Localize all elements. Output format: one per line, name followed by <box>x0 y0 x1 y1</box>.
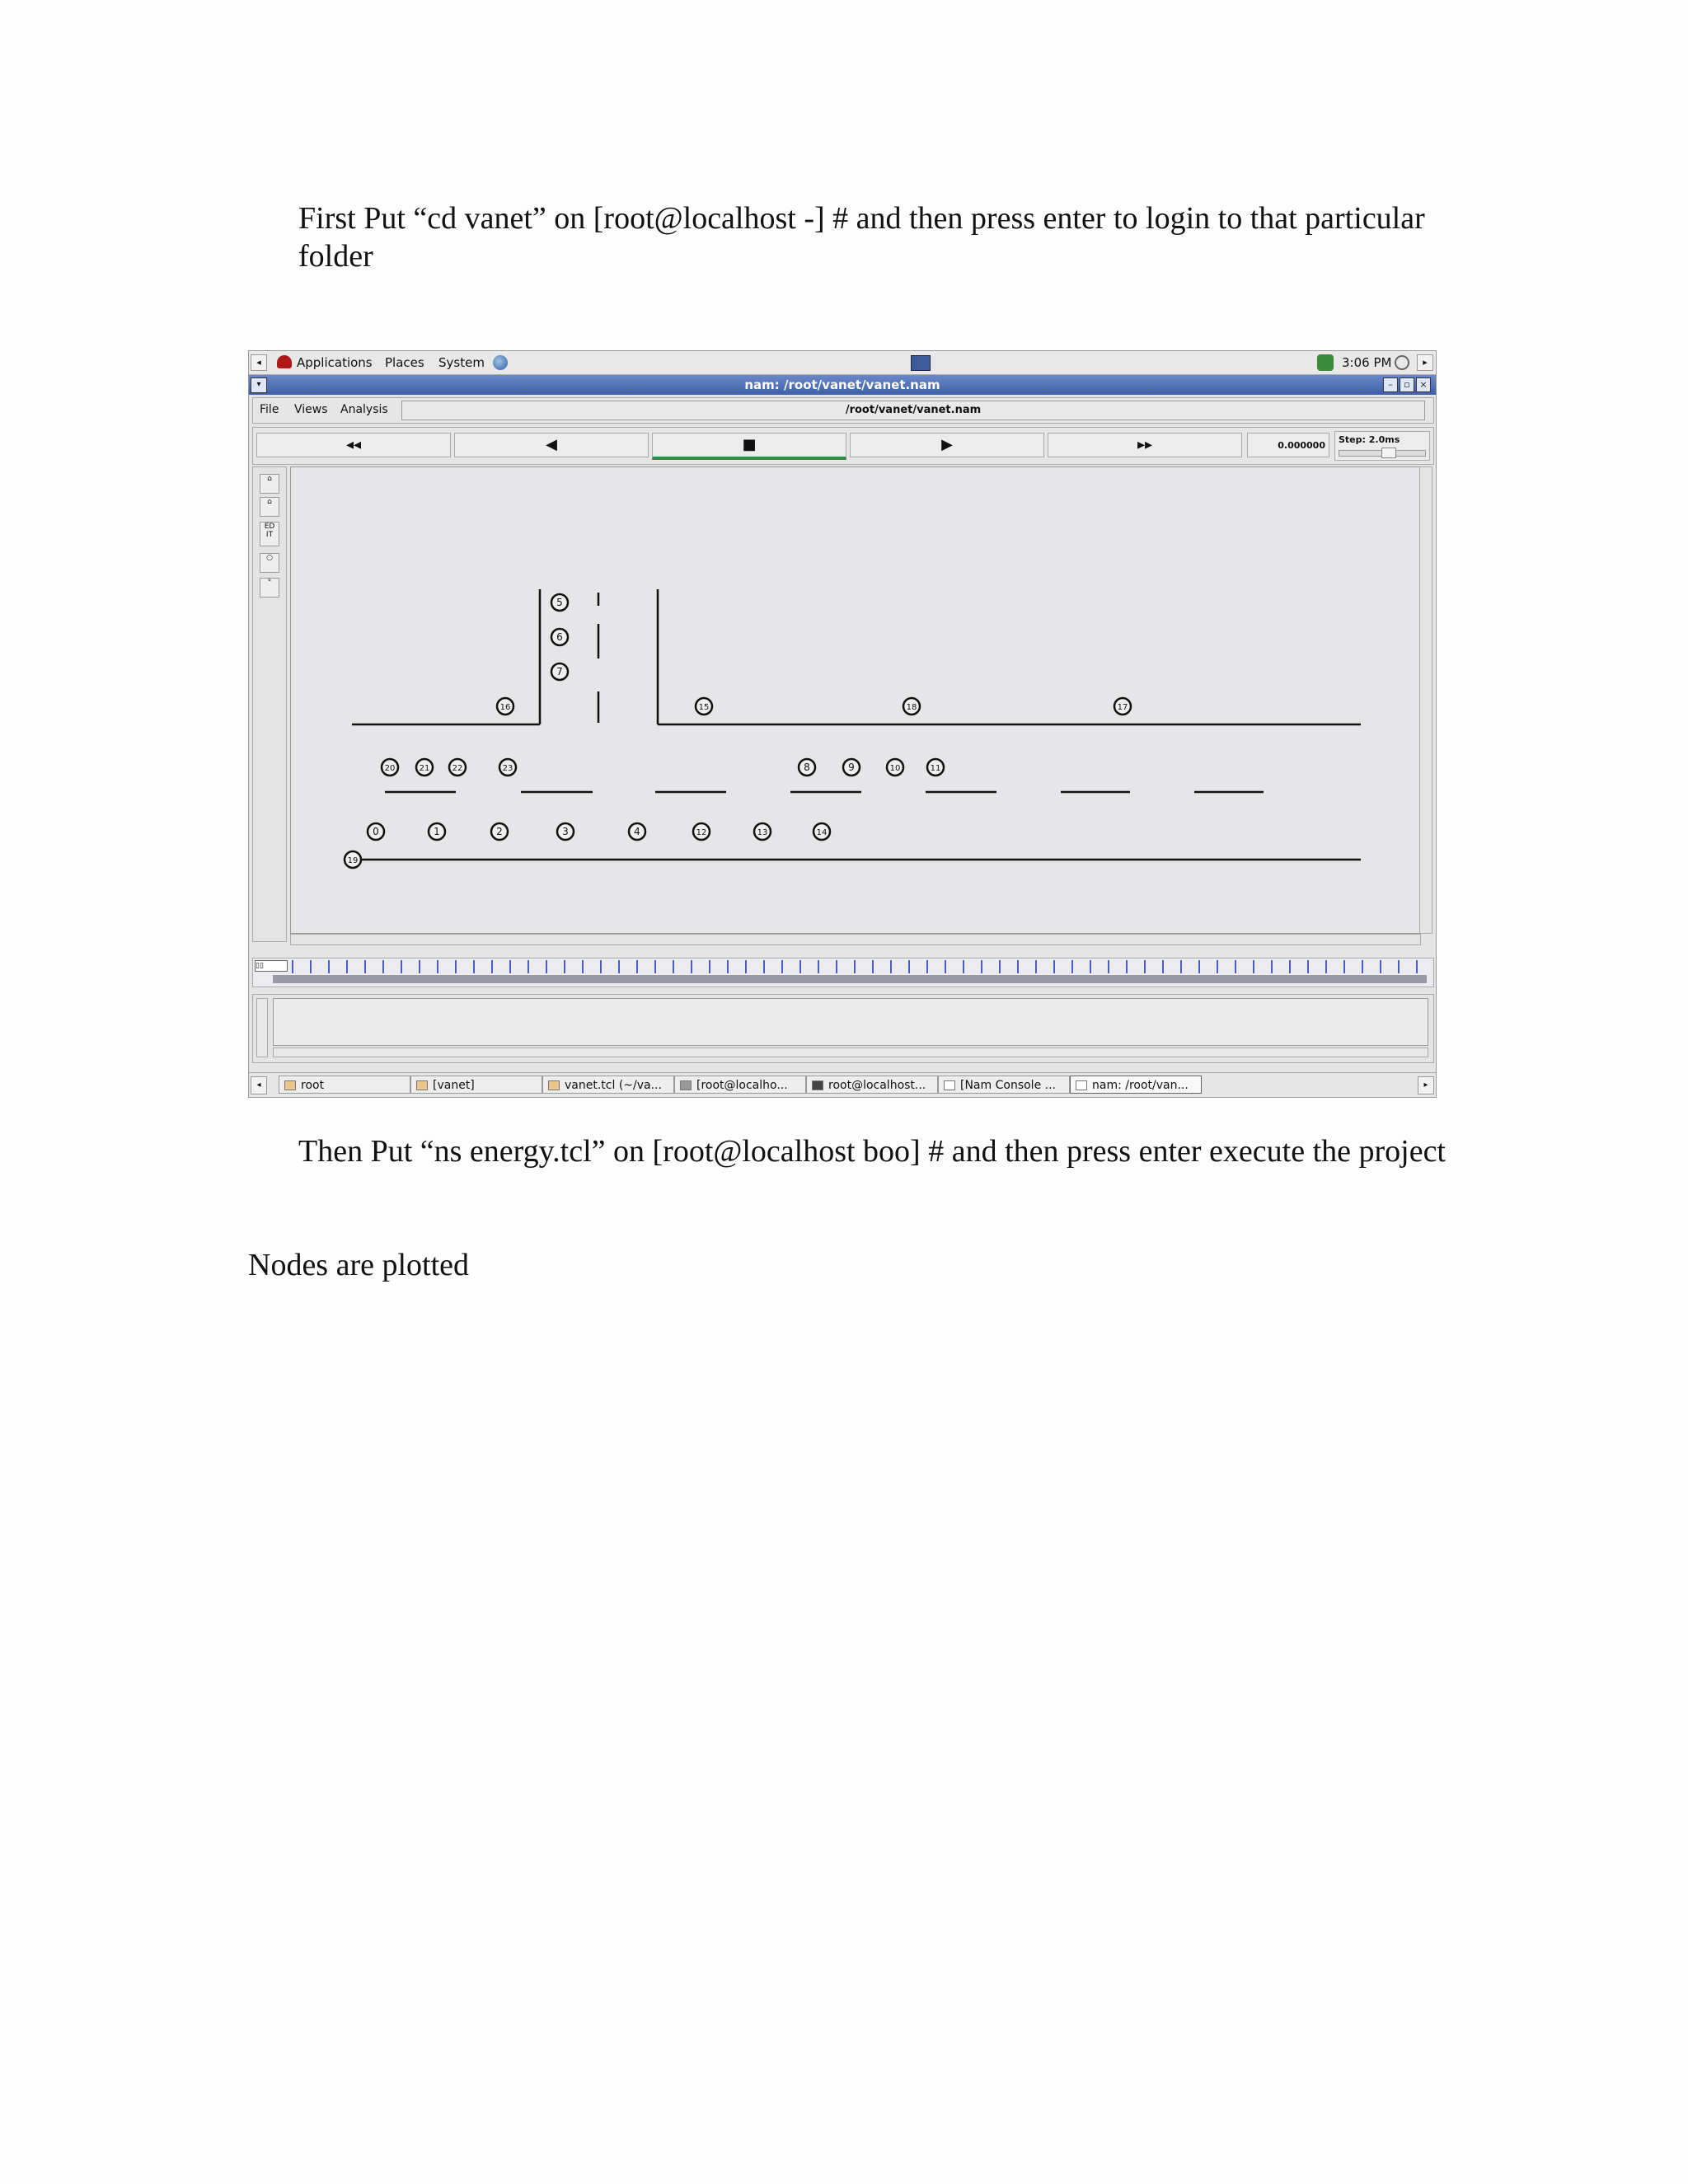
minimize-icon[interactable]: – <box>1383 377 1398 392</box>
step-label: Step: 2.0ms <box>1339 434 1400 445</box>
task-terminal-1[interactable] <box>674 1076 806 1094</box>
volume-icon[interactable] <box>1395 355 1409 370</box>
road-links <box>352 589 1361 860</box>
node-23[interactable] <box>499 759 516 776</box>
instruction-paragraph-2: Then Put “ns energy.tcl” on [root@localhost boo] # and then press enter execute the project <box>298 1134 1446 1169</box>
folder-icon <box>416 1080 428 1090</box>
node-11[interactable] <box>927 759 944 776</box>
node-8[interactable] <box>799 759 815 776</box>
bottom-taskbar <box>249 1072 1436 1098</box>
node-16[interactable] <box>497 698 513 715</box>
file-path-display: /root/vanet/vanet.nam <box>401 401 1425 420</box>
node-12[interactable] <box>693 823 710 840</box>
task-label: vanet.tcl (~/va... <box>565 1079 662 1092</box>
close-icon[interactable]: × <box>1416 377 1431 392</box>
task-terminal-2[interactable] <box>806 1076 938 1094</box>
node-label: 19 <box>347 856 359 865</box>
node-1[interactable] <box>429 823 445 840</box>
node-19[interactable] <box>345 851 361 868</box>
folder-icon <box>284 1080 296 1090</box>
taskbar-left-arrow-icon[interactable]: ◂ <box>251 1076 267 1094</box>
node-label: 0 <box>373 826 379 837</box>
canvas-vertical-scrollbar[interactable] <box>1419 466 1432 934</box>
task-root[interactable] <box>279 1076 410 1094</box>
maximize-icon[interactable]: ▫ <box>1400 377 1414 392</box>
node-label: 16 <box>499 703 511 712</box>
node-21[interactable] <box>416 759 433 776</box>
node-20[interactable] <box>382 759 398 776</box>
side-toolbar <box>252 466 287 942</box>
small-circle-tool-icon[interactable]: ° <box>260 578 279 598</box>
node-label: 7 <box>556 666 563 677</box>
node-18[interactable] <box>903 698 920 715</box>
window-menu-icon[interactable]: ▾ <box>251 377 267 393</box>
node-label: 22 <box>452 764 463 773</box>
window-icon <box>1076 1080 1087 1090</box>
clock[interactable]: 3:06 PM <box>1342 355 1392 370</box>
task-vanet-tcl[interactable] <box>542 1076 674 1094</box>
node-label: 23 <box>502 764 513 773</box>
window-icon <box>944 1080 955 1090</box>
node-label: 21 <box>419 764 430 773</box>
rewind-fast-button[interactable]: ◂◂ <box>256 433 451 457</box>
browser-globe-icon[interactable] <box>493 355 508 370</box>
sim-time-display: 0.000000 <box>1247 433 1329 457</box>
annotation-horizontal-scrollbar[interactable] <box>273 1047 1428 1057</box>
playback-controls <box>252 427 1434 465</box>
node-3[interactable] <box>557 823 574 840</box>
instruction-paragraph-1: First Put “cd vanet” on [root@localhost -] # and then press enter to login to that particular folder <box>298 201 1425 274</box>
network-canvas[interactable] <box>290 466 1421 934</box>
text-editor-icon <box>548 1080 560 1090</box>
node-label: 10 <box>889 764 901 773</box>
top-panel <box>249 351 1436 375</box>
terminal-icon <box>812 1080 823 1090</box>
task-nam-console[interactable] <box>938 1076 1070 1094</box>
timeline-bar[interactable] <box>273 975 1427 983</box>
fast-forward-button[interactable]: ▸▸ <box>1048 433 1242 457</box>
node-label: 12 <box>696 828 707 837</box>
panel-left-arrow-icon[interactable]: ◂ <box>251 354 267 371</box>
node-label: 3 <box>562 826 569 837</box>
applications-menu[interactable]: Applications <box>297 355 373 370</box>
places-menu[interactable]: Places <box>385 355 424 370</box>
menu-analysis[interactable]: Analysis <box>340 403 388 416</box>
taskbar-right-arrow-icon[interactable]: ▸ <box>1418 1076 1434 1094</box>
node-label: 15 <box>698 703 710 712</box>
task-label: root@localhost... <box>828 1079 926 1092</box>
step-control[interactable] <box>1334 431 1430 461</box>
task-label: [vanet] <box>433 1079 475 1092</box>
rewind-button[interactable]: ◀ <box>454 433 649 457</box>
node-label: 18 <box>906 703 917 712</box>
update-notifier-icon[interactable] <box>1317 354 1334 371</box>
node-label: 6 <box>556 631 563 643</box>
terminal-icon <box>680 1080 692 1090</box>
node-label: 20 <box>384 764 396 773</box>
time-slider[interactable] <box>252 958 1434 987</box>
menu-views[interactable]: Views <box>294 403 328 416</box>
node-label: 8 <box>804 762 810 773</box>
node-layer <box>345 594 1131 868</box>
circle-tool-icon[interactable]: ○ <box>260 553 279 573</box>
node-10[interactable] <box>887 759 903 776</box>
step-slider-thumb[interactable] <box>1381 448 1396 458</box>
nam-screenshot <box>248 350 1437 1098</box>
menu-file[interactable]: File <box>260 403 279 416</box>
node-7[interactable] <box>551 663 568 680</box>
node-5[interactable] <box>551 594 568 611</box>
task-vanet[interactable] <box>410 1076 542 1094</box>
zoom-out-icon[interactable]: ⌂ <box>260 497 279 517</box>
zoom-in-icon[interactable]: ⌂ <box>260 474 279 494</box>
node-label: 1 <box>434 826 440 837</box>
node-6[interactable] <box>551 629 568 645</box>
task-nam-window[interactable] <box>1070 1076 1202 1094</box>
node-label: 4 <box>634 826 640 837</box>
node-17[interactable] <box>1114 698 1131 715</box>
panel-right-arrow-icon[interactable]: ▸ <box>1417 354 1433 371</box>
node-label: 2 <box>496 826 503 837</box>
node-2[interactable] <box>491 823 508 840</box>
menubar <box>252 397 1434 424</box>
node-15[interactable] <box>696 698 712 715</box>
task-label: root <box>301 1079 325 1092</box>
timeline-marker-icon: ▯▯ <box>255 960 288 972</box>
edit-tool[interactable]: ED IT <box>260 522 279 546</box>
node-22[interactable] <box>449 759 466 776</box>
node-label: 17 <box>1117 703 1128 712</box>
redhat-icon <box>277 355 292 368</box>
caption-nodes-plotted: Nodes are plotted <box>248 1248 470 1282</box>
task-label: [Nam Console ... <box>960 1079 1056 1092</box>
monitor-icon[interactable] <box>911 355 931 371</box>
node-0[interactable] <box>368 823 384 840</box>
window-titlebar <box>249 375 1436 395</box>
node-label: 5 <box>556 597 563 608</box>
task-label: [root@localho... <box>696 1079 788 1092</box>
canvas-horizontal-scrollbar[interactable] <box>290 934 1421 945</box>
network-topology-svg <box>291 467 1420 933</box>
node-4[interactable] <box>629 823 645 840</box>
play-button[interactable]: ▶ <box>850 433 1044 457</box>
annotation-vertical-scrollbar[interactable] <box>256 998 268 1057</box>
node-14[interactable] <box>814 823 830 840</box>
node-13[interactable] <box>754 823 771 840</box>
annotation-text-area[interactable] <box>273 998 1428 1046</box>
node-label: 11 <box>930 764 941 773</box>
node-label: 13 <box>757 828 768 837</box>
window-title: nam: /root/vanet/vanet.nam <box>744 377 940 392</box>
stop-button[interactable]: ■ <box>652 433 846 460</box>
task-label: nam: /root/van... <box>1092 1079 1189 1092</box>
node-label: 9 <box>848 762 855 773</box>
annotation-panel <box>252 994 1434 1063</box>
system-menu[interactable]: System <box>438 355 485 370</box>
node-9[interactable] <box>843 759 860 776</box>
node-label: 14 <box>816 828 828 837</box>
